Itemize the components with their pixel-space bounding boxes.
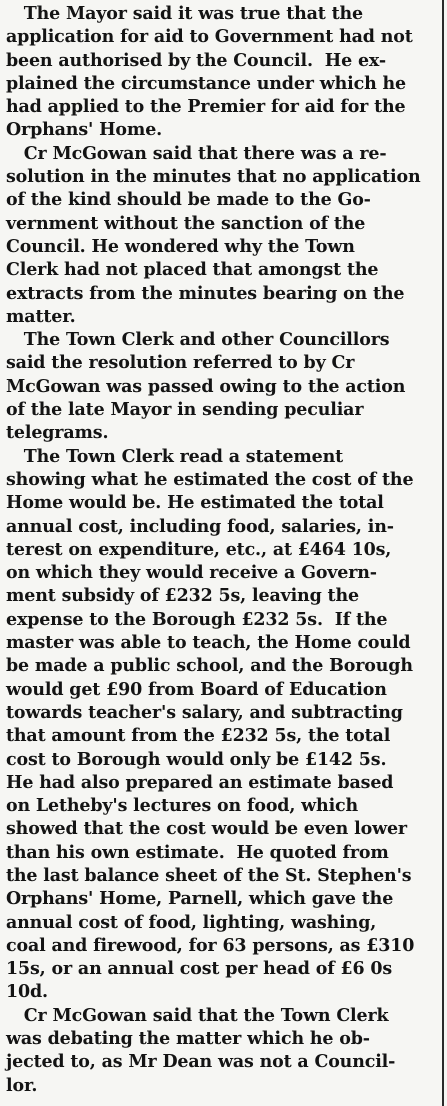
text-line: cost to Borough would only be £142 5s. bbox=[6, 748, 387, 770]
text-line: expense to the Borough £232 5s. If the bbox=[6, 608, 388, 630]
text-line: coal and firewood, for 63 persons, as £310 bbox=[6, 934, 415, 956]
text-line: 10d. bbox=[6, 981, 48, 1003]
text-line: Orphans' Home. bbox=[6, 119, 163, 141]
text-line: master was able to teach, the Home could bbox=[6, 632, 411, 654]
paragraph-mayor bbox=[6, 2, 441, 142]
text-line: telegrams. bbox=[6, 422, 109, 444]
text-line: towards teacher's salary, and subtracting bbox=[6, 701, 403, 723]
text-line: the last balance sheet of the St. Stephen's bbox=[6, 864, 412, 886]
text-line: McGowan was passed owing to the action bbox=[6, 375, 406, 397]
text-line: said the resolution referred to by Cr bbox=[6, 352, 355, 374]
text-line: was debating the matter which he ob- bbox=[6, 1028, 370, 1050]
text-line: showed that the cost would be even lower bbox=[6, 818, 407, 840]
text-line: Cr McGowan said that the Town Clerk bbox=[6, 1004, 389, 1026]
text-line: application for aid to Government had not bbox=[6, 26, 413, 48]
text-line: Council. He wondered why the Town bbox=[6, 235, 355, 257]
text-line: 15s, or an annual cost per head of £6 0s bbox=[6, 958, 393, 980]
text-line: been authorised by the Council. He ex- bbox=[6, 49, 386, 71]
paragraph-mcgowan-objection bbox=[6, 1004, 441, 1097]
text-line: solution in the minutes that no application bbox=[6, 166, 421, 188]
text-line: The Town Clerk and other Councillors bbox=[6, 329, 390, 351]
text-line: jected to, as Mr Dean was not a Council- bbox=[6, 1051, 396, 1073]
text-line: Clerk had not placed that amongst the bbox=[6, 259, 379, 281]
text-line: be made a public school, and the Borough bbox=[6, 655, 413, 677]
text-line: ment subsidy of £232 5s, leaving the bbox=[6, 585, 359, 607]
text-line: of the late Mayor in sending peculiar bbox=[6, 399, 364, 421]
text-line: The Town Clerk read a statement bbox=[6, 445, 344, 467]
text-line: than his own estimate. He quoted from bbox=[6, 841, 389, 863]
text-line: Cr McGowan said that there was a re- bbox=[6, 142, 387, 164]
text-line: of the kind should be made to the Go- bbox=[6, 189, 371, 211]
text-line: would get £90 from Board of Education bbox=[6, 678, 387, 700]
text-line: vernment without the sanction of the bbox=[6, 212, 366, 234]
text-line: extracts from the minutes bearing on the bbox=[6, 282, 405, 304]
text-line: showing what he estimated the cost of the bbox=[6, 468, 414, 490]
text-line: on which they would receive a Govern- bbox=[6, 562, 377, 584]
text-line: Home would be. He estimated the total bbox=[6, 492, 384, 514]
paragraph-town-clerk-councillors bbox=[6, 328, 441, 444]
column-rule bbox=[442, 0, 444, 1106]
text-line: lor. bbox=[6, 1074, 38, 1096]
text-line: annual cost, including food, salaries, in- bbox=[6, 515, 394, 537]
text-line: matter. bbox=[6, 305, 76, 327]
text-line: on Letheby's lectures on food, which bbox=[6, 795, 359, 817]
text-line: He had also prepared an estimate based bbox=[6, 771, 394, 793]
text-line: that amount from the £232 5s, the total bbox=[6, 725, 391, 747]
text-line: had applied to the Premier for aid for the bbox=[6, 96, 406, 118]
paragraph-cost-statement bbox=[6, 445, 441, 1004]
text-line: terest on expenditure, etc., at £464 10s, bbox=[6, 538, 392, 560]
text-line: annual cost of food, lighting, washing, bbox=[6, 911, 377, 933]
text-line: Orphans' Home, Parnell, which gave the bbox=[6, 888, 394, 910]
paragraph-mcgowan-resolution bbox=[6, 142, 441, 328]
text-line: The Mayor said it was true that the bbox=[6, 3, 363, 24]
text-line: plained the circumstance under which he bbox=[6, 72, 406, 94]
